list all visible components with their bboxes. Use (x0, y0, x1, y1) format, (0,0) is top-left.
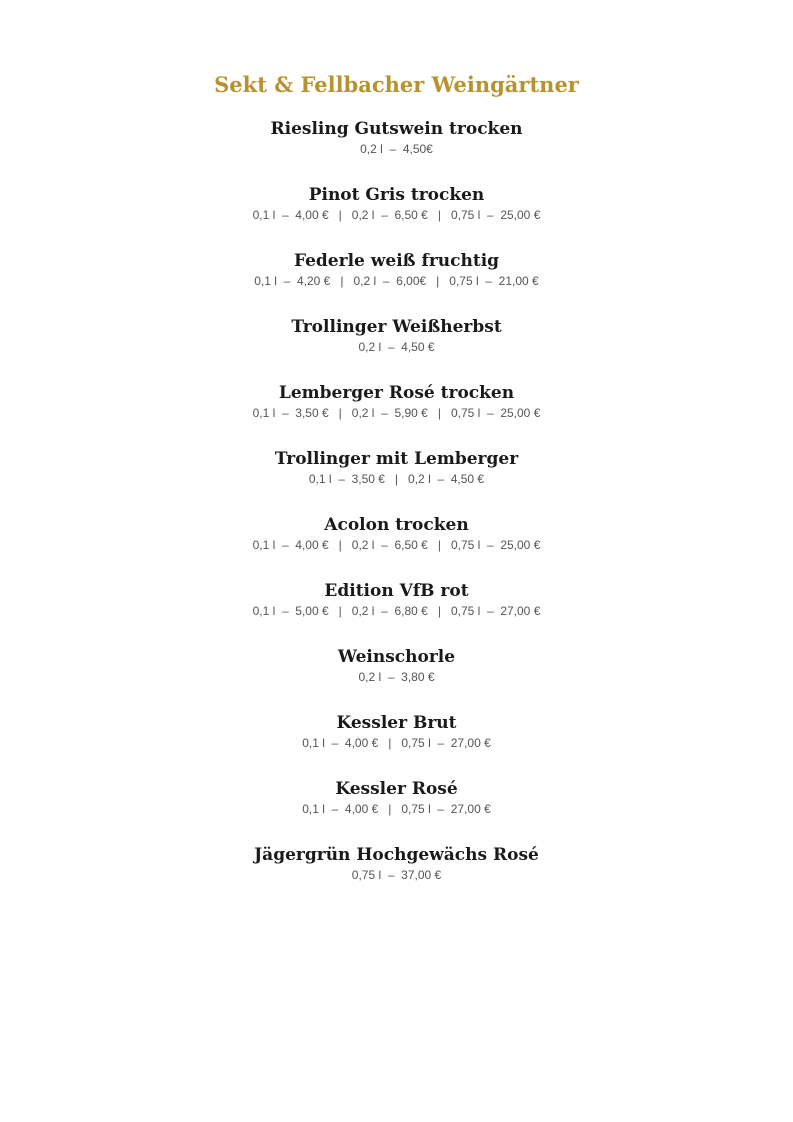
item-price: 0,1 l – 3,50 € | 0,2 l – 5,90 € | 0,75 l – 25,00 € (252, 406, 541, 420)
item-name: Edition VfB rot (324, 581, 469, 601)
item-name: Weinschorle (337, 647, 456, 667)
list-item (0, 777, 793, 843)
item-price: 0,1 l – 4,00 € | 0,2 l – 6,50 € | 0,75 l – 25,00 € (252, 538, 541, 552)
list-item (0, 579, 793, 645)
list-item (0, 315, 793, 381)
list-item (0, 381, 793, 447)
section-title: Sekt & Fellbacher Weingärtner (214, 72, 579, 97)
item-name: Lemberger Rosé trocken (278, 383, 515, 403)
item-price: 0,1 l – 5,00 € | 0,2 l – 6,80 € | 0,75 l – 27,00 € (252, 604, 541, 618)
item-name: Jägergrün Hochgewächs Rosé (254, 845, 539, 865)
list-item (0, 183, 793, 249)
item-name: Kessler Rosé (335, 779, 458, 799)
item-price: 0,75 l – 37,00 € (351, 868, 442, 882)
item-name: Acolon trocken (324, 515, 469, 535)
item-name: Trollinger Weißherbst (291, 317, 502, 337)
item-name: Pinot Gris trocken (308, 185, 485, 205)
list-item (0, 711, 793, 777)
item-price: 0,1 l – 3,50 € | 0,2 l – 4,50 € (308, 472, 485, 486)
list-item (0, 513, 793, 579)
item-price: 0,2 l – 4,50 € (358, 340, 435, 354)
item-name: Trollinger mit Lemberger (274, 449, 519, 469)
item-price: 0,1 l – 4,00 € | 0,75 l – 27,00 € (302, 802, 491, 816)
item-name: Kessler Brut (336, 713, 457, 733)
item-price: 0,1 l – 4,00 € | 0,75 l – 27,00 € (302, 736, 491, 750)
wine-list (0, 117, 793, 909)
list-item (0, 447, 793, 513)
item-name: Riesling Gutswein trocken (270, 119, 523, 139)
item-name: Federle weiß fruchtig (293, 251, 500, 271)
item-price: 0,2 l – 4,50€ (360, 142, 433, 156)
list-item (0, 249, 793, 315)
item-price: 0,1 l – 4,20 € | 0,2 l – 6,00€ | 0,75 l – 21,00 € (254, 274, 539, 288)
item-price: 0,2 l – 3,80 € (358, 670, 435, 684)
list-item (0, 645, 793, 711)
list-item (0, 117, 793, 183)
list-item (0, 843, 793, 909)
item-price: 0,1 l – 4,00 € | 0,2 l – 6,50 € | 0,75 l – 25,00 € (252, 208, 541, 222)
